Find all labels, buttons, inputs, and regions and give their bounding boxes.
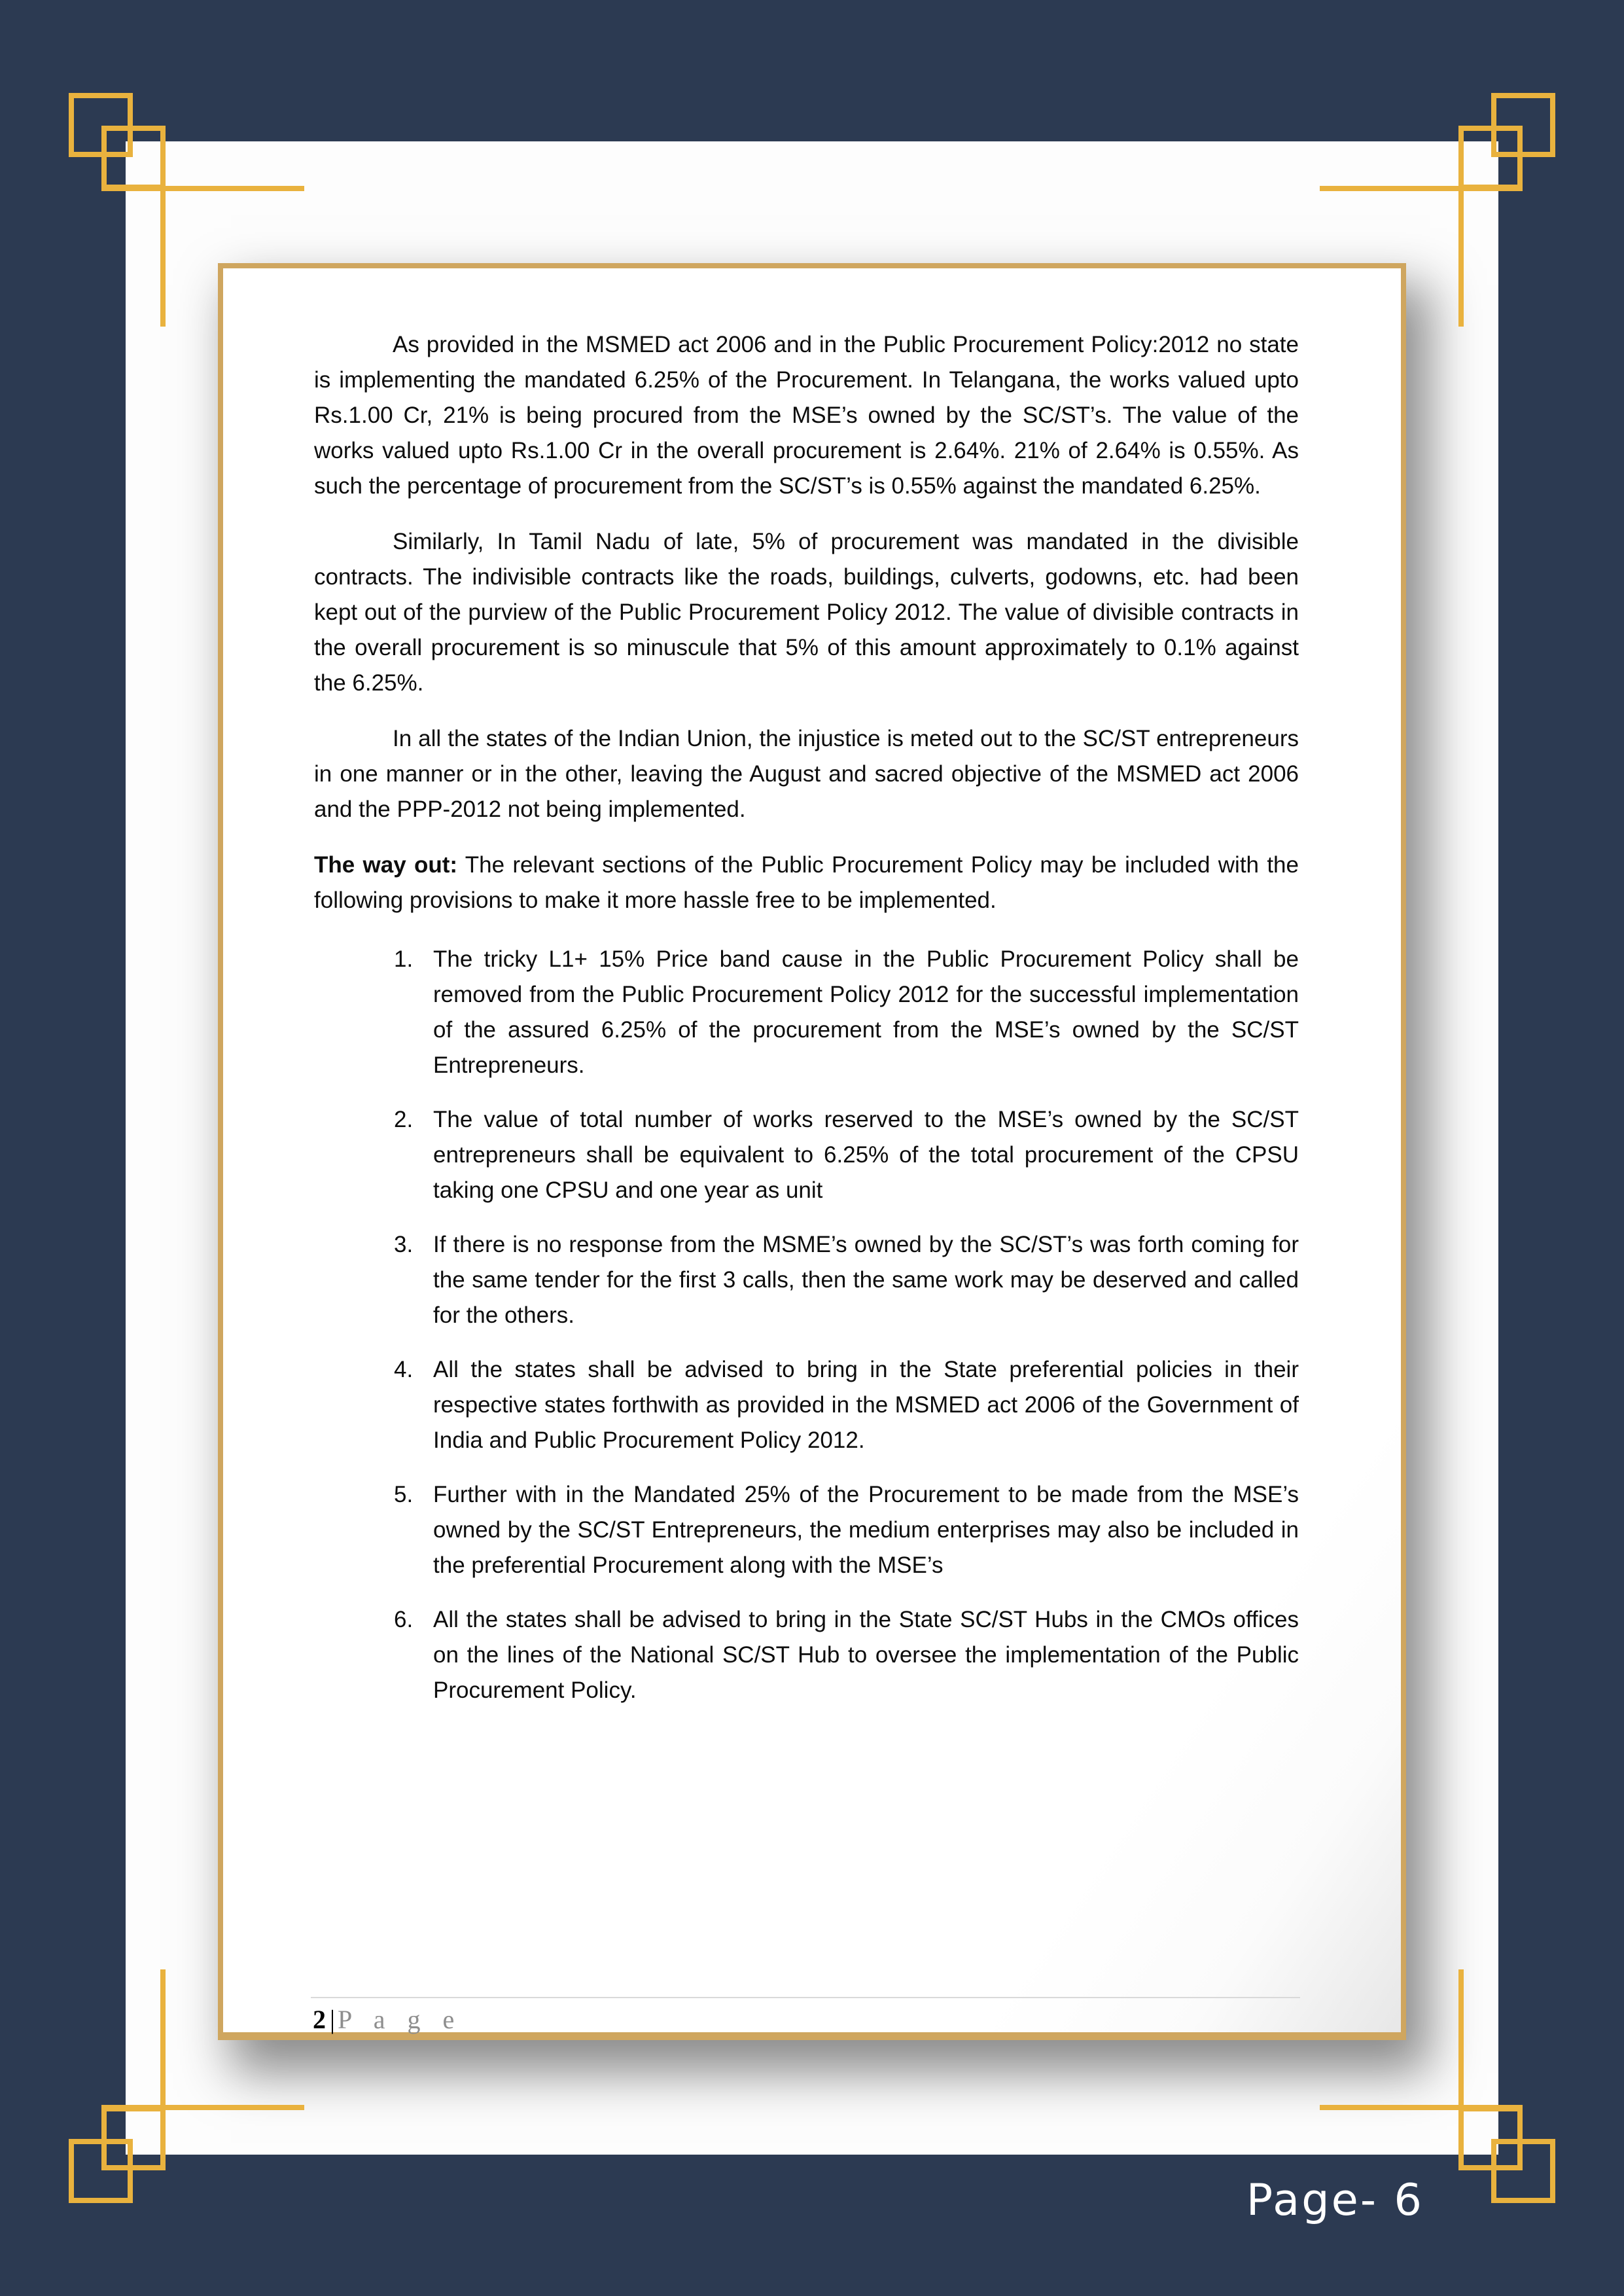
- ornament-line: [160, 1969, 166, 2110]
- list-item: [314, 1352, 1299, 1458]
- ornament-line: [101, 186, 304, 191]
- ornament-square-icon: [101, 126, 166, 190]
- list-item: [314, 942, 1299, 1083]
- ornament-line: [1320, 186, 1523, 191]
- list-item: [314, 1602, 1299, 1708]
- list-item-number: 6.: [394, 1607, 414, 1632]
- paragraph-indian-union: In all the states of the Indian Union, the injustice is meted out to the SC/ST entrepreneurs in one manner or in the other, leaving the August and sacred objective of the MSMED act 2006 and the PPP-2012 not being implemented.: [314, 726, 1299, 822]
- ornament-square-icon: [1458, 2106, 1523, 2170]
- outer-page-label: Page- 6: [1246, 2174, 1424, 2225]
- list-item: [314, 1477, 1299, 1583]
- page-footer: [313, 2004, 462, 2037]
- list-item-text: All the states shall be advised to bring in the State SC/ST Hubs in the CMOs offices on the lines of the National SC/ST Hub to oversee the implementation of the Public Procurement Policy.: [433, 1607, 1299, 1703]
- way-out-text: The relevant sections of the Public Procurement Policy may be included with the following provisions to make it more hassle free to be implemented.: [314, 852, 1299, 913]
- list-item-number: 5.: [394, 1482, 414, 1507]
- paragraph-tamil-nadu: Similarly, In Tamil Nadu of late, 5% of procurement was mandated in the divisible contracts. The indivisible contracts like the roads, buildings, culverts, godowns, etc. had been kept out of the purview of the Public Procurement Policy 2012. The value of divisible contracts in the overall procurement is so minuscule that 5% of this amount approximately to 0.1% against the 6.25%.: [314, 529, 1299, 696]
- footer-separator: |: [330, 2005, 336, 2034]
- list-item: [314, 1102, 1299, 1208]
- list-item-text: Further with in the Mandated 25% of the Procurement to be made from the MSE’s owned by the SC/ST Entrepreneurs, the medium enterprises may also be included in the preferential Procurement along with the MSE’s: [433, 1482, 1299, 1578]
- ornament-line: [101, 2105, 304, 2110]
- ornament-line: [1458, 186, 1464, 327]
- paragraph-way-out: [314, 848, 1299, 918]
- footer-page-word: P a g e: [338, 2005, 463, 2034]
- ornament-line: [1458, 1969, 1464, 2110]
- paragraph-msmed-act: As provided in the MSMED act 2006 and in the Public Procurement Policy:2012 no state is implementing the mandated 6.25% of the Procurement. In Telangana, the works valued upto Rs.1.00 Cr, 21% is being procured from the MSE’s owned by the SC/ST’s. The value of the works valued upto Rs.1.00 Cr in the overall procurement is 2.64%. 21% of 2.64% is 0.55%. As such the percentage of procurement from the SC/ST’s is 0.55% against the mandated 6.25%.: [314, 332, 1299, 499]
- ornament-square-icon: [101, 2106, 166, 2170]
- ornament-line: [1320, 2105, 1523, 2110]
- way-out-label: The way out:: [314, 852, 458, 878]
- list-item-text: If there is no response from the MSME’s owned by the SC/ST’s was forth coming for the same tender for the first 3 calls, then the same work may be deserved and called for the others.: [433, 1232, 1299, 1328]
- white-backdrop: [126, 141, 1498, 2155]
- document-page: [218, 263, 1406, 2040]
- ornament-square-icon: [1458, 126, 1523, 190]
- list-item-text: The tricky L1+ 15% Price band cause in the Public Procurement Policy shall be removed from the Public Procurement Policy 2012 for the successful implementation of the assured 6.25% of the procurement from the MSE’s owned by the SC/ST Entrepreneurs.: [433, 946, 1299, 1078]
- ornament-line: [160, 186, 166, 327]
- list-item-text: The value of total number of works reserved to the MSE’s owned by the SC/ST entrepreneurs shall be equivalent to 6.25% of the total procurement of the CPSU taking one CPSU and one year as unit: [433, 1107, 1299, 1203]
- list-item-number: 4.: [394, 1357, 414, 1382]
- footer-page-number: 2: [313, 2005, 330, 2034]
- list-item-number: 3.: [394, 1232, 414, 1257]
- list-item: [314, 1227, 1299, 1333]
- list-item-number: 1.: [394, 946, 414, 972]
- provisions-list: [314, 942, 1299, 1708]
- list-item-text: All the states shall be advised to bring in the State preferential policies in their respective states forthwith as provided in the MSMED act 2006 of the Government of India and Public Procurement Policy 2012.: [433, 1357, 1299, 1453]
- document-body: [314, 327, 1299, 1727]
- list-item-number: 2.: [394, 1107, 414, 1132]
- footer-divider: [311, 1997, 1300, 1998]
